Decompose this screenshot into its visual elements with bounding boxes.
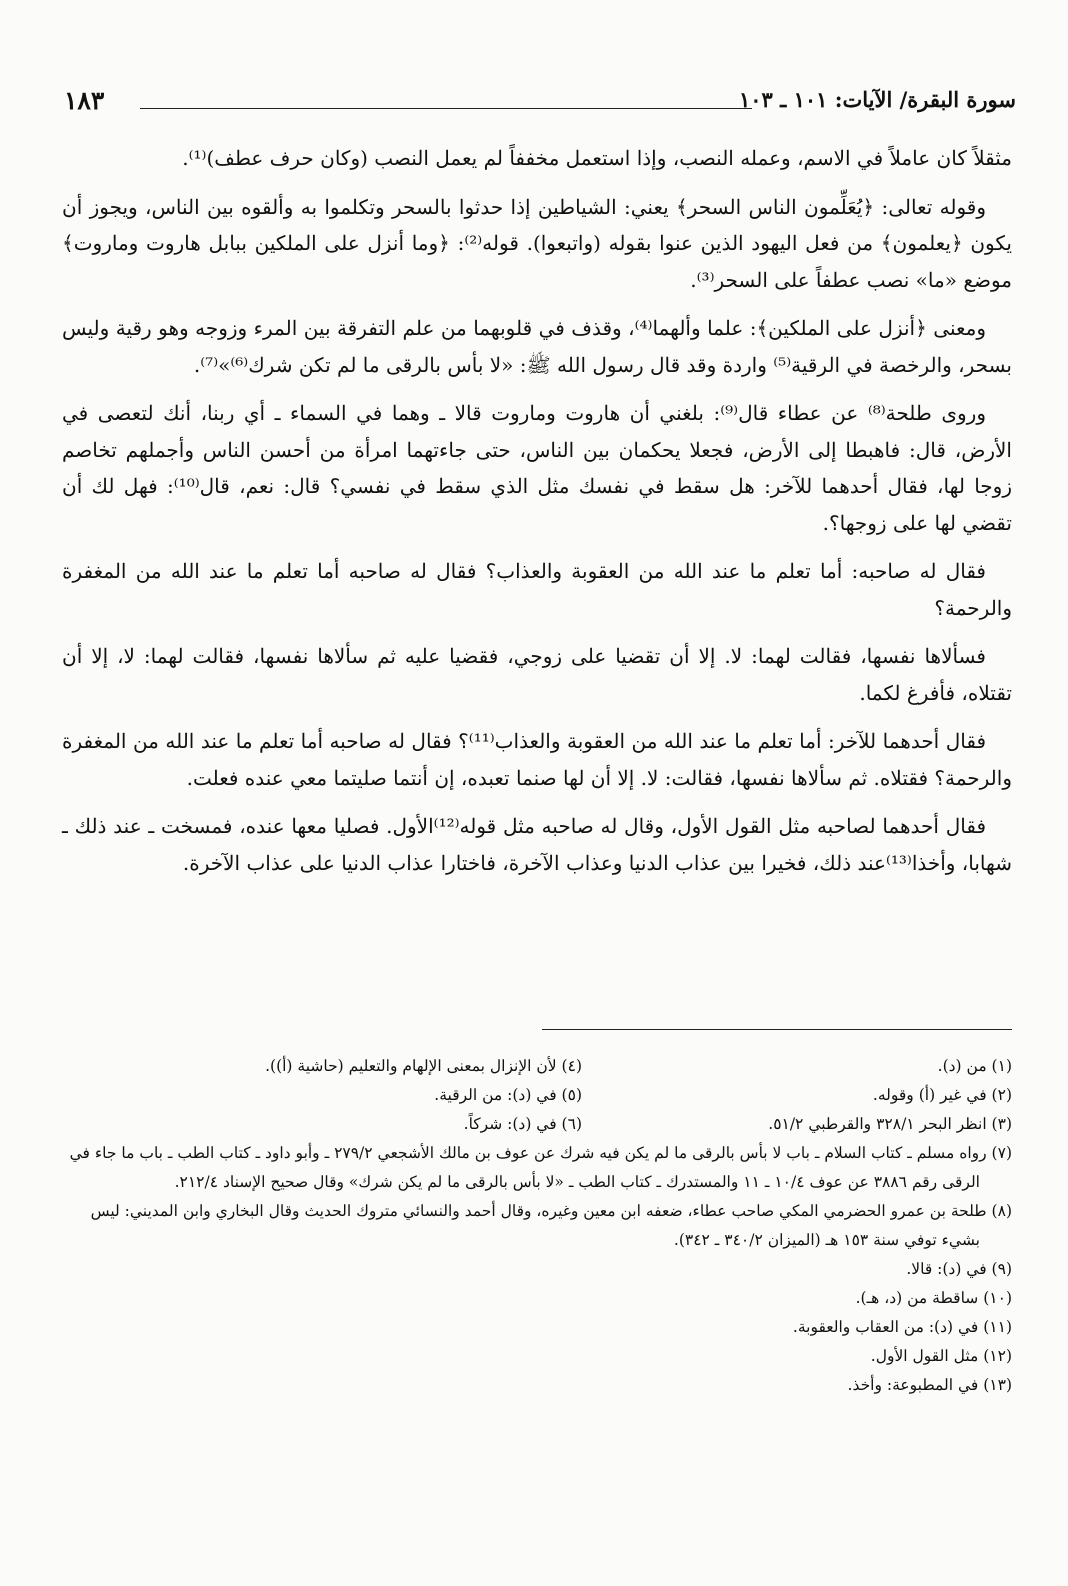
footnote: (٤) لأن الإنزال بمعنى الإلهام والتعليم (حاشية (أ)). [265, 1057, 582, 1075]
paragraph: فقال أحدهما لصاحبه مثل القول الأول، وقال له صاحبه مثل قوله⁽¹²⁾الأول. فصليا معها عنده، فمسخت ـ عند ذلك ـ شهابا، وأخذا⁽¹³⁾عند ذلك، فخيرا بين عذاب الدنيا وعذاب الآخرة، فاختارا عذاب الدنيا على عذاب الآخرة. [62, 814, 1012, 875]
paragraph: وقوله تعالى: ﴿يُعَلِّمون الناس السحر﴾ يعني: الشياطين إذا حدثوا بالسحر وتكلموا به وألقوه بين الناس، ويجوز أن يكون ﴿يعلمون﴾ من فعل اليهود الذين عنوا بقوله (واتبعوا). قوله⁽²⁾: ﴿وما أنزل على الملكين ببابل هاروت وماروت﴾ موضع «ما» نصب عطفاً على السحر⁽³⁾. [62, 194, 1012, 292]
page-header [64, 84, 1016, 124]
paragraph: وروى طلحة⁽⁸⁾ عن عطاء قال⁽⁹⁾: بلغني أن هاروت وماروت قالا ـ وهما في السماء ـ أي ربنا، أنك لتعصى في الأرض، قال: فاهبطا إلى الأرض، فجعلا يحكمان بين الناس، حتى جاءتهما امرأة من أحسن الناس وأجملهم تخاصم زوجا لها، فقال أحدهما للآخر: هل سقط في نفسك مثل الذي سقط في نفسي؟ قال: نعم، قال⁽¹⁰⁾: فهل لك أن تقضي لها على زوجها؟. [62, 401, 1012, 535]
footnote: (١١) في (د): من العقاب والعقوبة. [792, 1318, 1012, 1336]
footnote: (٢) في غير (أ) وقوله. [872, 1086, 1012, 1104]
footnote: (٧) رواه مسلم ـ كتاب السلام ـ باب لا بأس بالرقى ما لم يكن فيه شرك عن عوف بن مالك الأشجعي ٢٧٩/٢ ـ وأبو داود ـ كتاب الطب ـ باب ما جاء في الرقى رقم ٣٨٨٦ عن عوف ١٠/٤ ـ ١١ والمستدرك ـ كتاب الطب ـ «لا بأس بالرقى ما لم يكن شرك» وقال صحيح الإسناد ٢١٢/٤. [69, 1144, 1012, 1191]
footnote: (١٠) ساقطة من (د، هـ). [855, 1289, 1012, 1307]
footnote: (١) من (د). [937, 1057, 1012, 1075]
header-rule [140, 108, 752, 109]
paragraph: فقال أحدهما للآخر: أما تعلم ما عند الله من العقوبة والعذاب⁽¹¹⁾؟ فقال له صاحبه أما تعلم ما عند الله من المغفرة والرحمة؟ فقتلاه. ثم سألاها نفسها، فقالت: لا. إلا أن لها صنما تعبده، إن أنتما صليتما معي عنده فعلت. [62, 729, 1012, 790]
running-title: سورة البقرة/ الآيات: ١٠١ ـ ١٠٣ [738, 87, 1016, 112]
footnote: (٩) في (د): قالا. [906, 1260, 1012, 1278]
footnote: (٨) طلحة بن عمرو الحضرمي المكي صاحب عطاء، ضعفه ابن معين وغيره، وقال أحمد والنسائي متروك الحديث وقال البخاري وابن المديني: ليس بشيء توفي سنة ١٥٣ هـ (الميزان ٣٤٠/٢ ـ ٣٤٢). [90, 1202, 1012, 1249]
footnote: (١٣) في المطبوعة: وأخذ. [847, 1376, 1012, 1394]
footnote: (٦) في (د): شركاً. [463, 1115, 582, 1133]
footnote-row [62, 1110, 1012, 1139]
paragraph: فسألاها نفسها، فقالت لهما: لا. إلا أن تقضيا على زوجي، فقضيا عليه ثم سألاها نفسها، فقالت لهما: لا، إلا أن تقتلاه، فأفرغ لكما. [62, 644, 1012, 705]
paragraph: مثقلاً كان عاملاً في الاسم، وعمله النصب، وإذا استعمل مخففاً لم يعمل النصب (وكان حرف عطف)⁽¹⁾. [182, 146, 1012, 170]
footnote-row [62, 1052, 1012, 1081]
footnotes [62, 1052, 1012, 1400]
footnote: (١٢) مثل القول الأول. [870, 1347, 1012, 1365]
paragraph: فقال له صاحبه: أما تعلم ما عند الله من العقوبة والعذاب؟ فقال له صاحبه أما تعلم ما عند الله من المغفرة والرحمة؟ [62, 559, 1012, 620]
footnote-row [62, 1081, 1012, 1110]
page-number: ١٨٣ [64, 86, 105, 115]
main-text [62, 140, 1012, 893]
footnote: (٣) انظر البحر ٣٢٨/١ والقرطبي ٥١/٢. [768, 1115, 1012, 1133]
paragraph: ومعنى ﴿أنزل على الملكين﴾: علما وألهما⁽⁴⁾، وقذف في قلوبهما من علم التفرقة بين المرء وزوجه وهو رقية وليس بسحر، والرخصة في الرقية⁽⁵⁾ واردة وقد قال رسول الله ﷺ: «لا بأس بالرقى ما لم تكن شرك⁽⁶⁾»⁽⁷⁾. [62, 316, 1012, 377]
footnote-divider [542, 1029, 1012, 1030]
footnote: (٥) في (د): من الرقية. [434, 1086, 582, 1104]
